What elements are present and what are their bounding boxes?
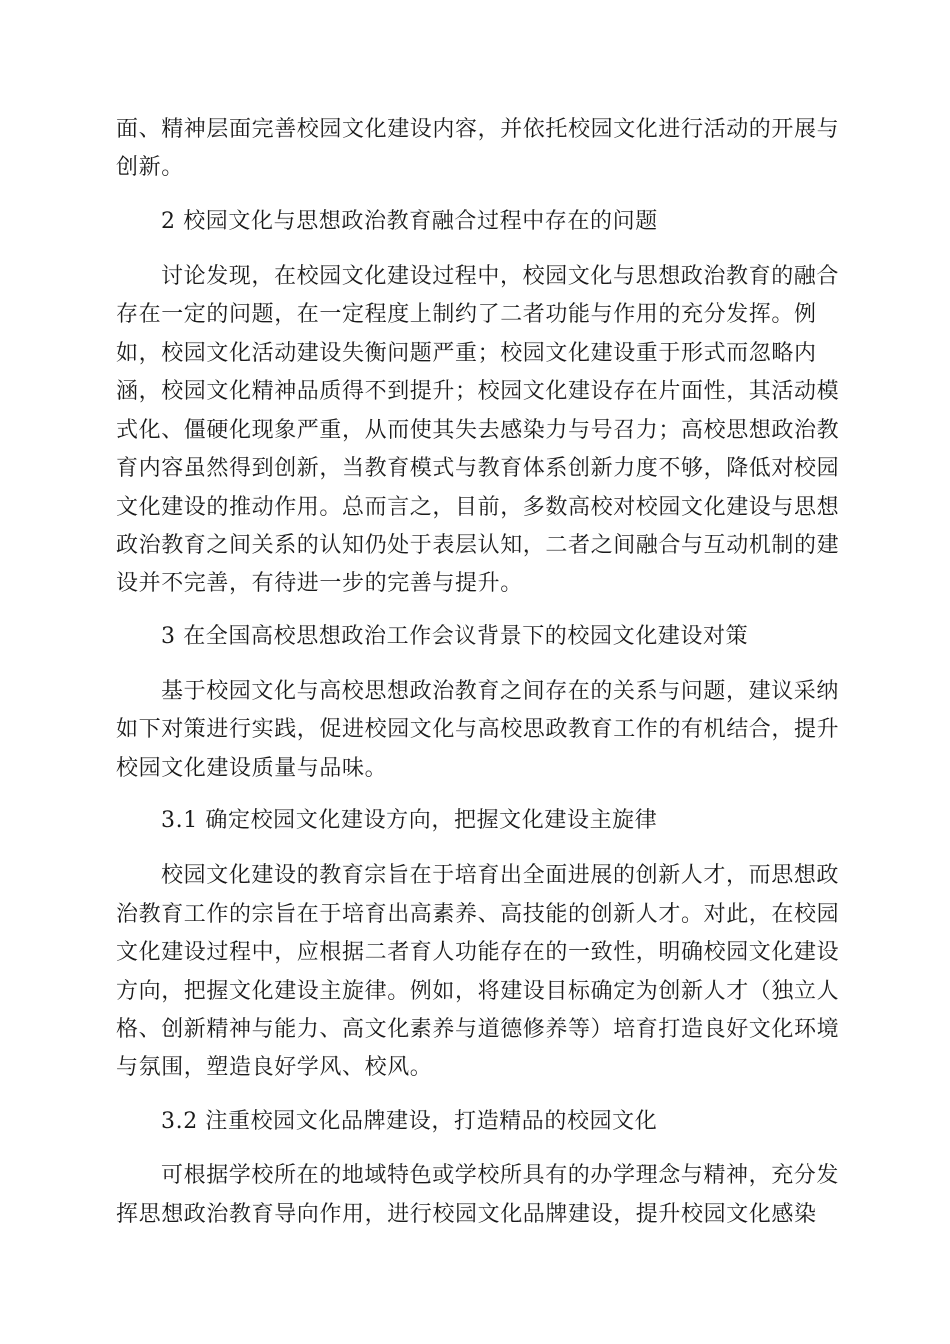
paragraph-line: 格、创新精神与能力、高文化素养与道德修养等）培育打造良好文化环境 [116,1017,840,1042]
subsection-heading: 3.1 确定校园文化建设方向，把握文化建设主旋律 [161,808,658,833]
paragraph-line: 如下对策进行实践，促进校园文化与高校思政教育工作的有机结合，提升 [116,717,840,742]
paragraph-line: 式化、僵硬化现象严重，从而使其失去感染力与号召力；高校思想政治教 [116,418,840,443]
paragraph-line: 存在一定的问题，在一定程度上制约了二者功能与作用的充分发挥。例 [116,302,817,327]
paragraph-line: 可根据学校所在的地域特色或学校所具有的办学理念与精神，充分发 [161,1163,840,1188]
paragraph-line: 创新。 [116,155,184,180]
paragraph-line: 与氛围，塑造良好学风、校风。 [116,1055,433,1080]
section-heading: 3 在全国高校思想政治工作会议背景下的校园文化建设对策 [161,624,749,649]
paragraph-line: 治教育工作的宗旨在于培育出高素养、高技能的创新人才。对此，在校园 [116,902,840,927]
paragraph-line: 方向，把握文化建设主旋律。例如，将建设目标确定为创新人才（独立人 [116,979,840,1004]
paragraph-line: 设并不完善，有待进一步的完善与提升。 [116,571,523,596]
paragraph-line: 文化建设过程中，应根据二者育人功能存在的一致性，明确校园文化建设 [116,940,840,965]
paragraph-line: 校园文化建设的教育宗旨在于培育出全面进展的创新人才，而思想政 [161,863,840,888]
subsection-heading: 3.2 注重校园文化品牌建设，打造精品的校园文化 [161,1109,658,1134]
paragraph-line: 涵，校园文化精神品质得不到提升；校园文化建设存在片面性，其活动模 [116,379,840,404]
paragraph-line: 面、精神层面完善校园文化建设内容，并依托校园文化进行活动的开展与 [116,117,840,142]
paragraph-line: 政治教育之间关系的认知仍处于表层认知，二者之间融合与互动机制的建 [116,533,840,558]
paragraph-line: 如，校园文化活动建设失衡问题严重；校园文化建设重于形式而忽略内 [116,341,817,366]
paragraph-line: 校园文化建设质量与品味。 [116,756,388,781]
paragraph-line: 基于校园文化与高校思想政治教育之间存在的关系与问题，建议采纳 [161,679,840,704]
paragraph-line: 育内容虽然得到创新，当教育模式与教育体系创新力度不够，降低对校园 [116,456,840,481]
section-heading: 2 校园文化与思想政治教育融合过程中存在的问题 [161,209,658,234]
paragraph-line: 文化建设的推动作用。总而言之，目前，多数高校对校园文化建设与思想 [116,495,840,520]
paragraph-line: 挥思想政治教育导向作用，进行校园文化品牌建设，提升校园文化感染 [116,1202,817,1227]
paragraph-line: 讨论发现，在校园文化建设过程中，校园文化与思想政治教育的融合 [161,264,840,289]
